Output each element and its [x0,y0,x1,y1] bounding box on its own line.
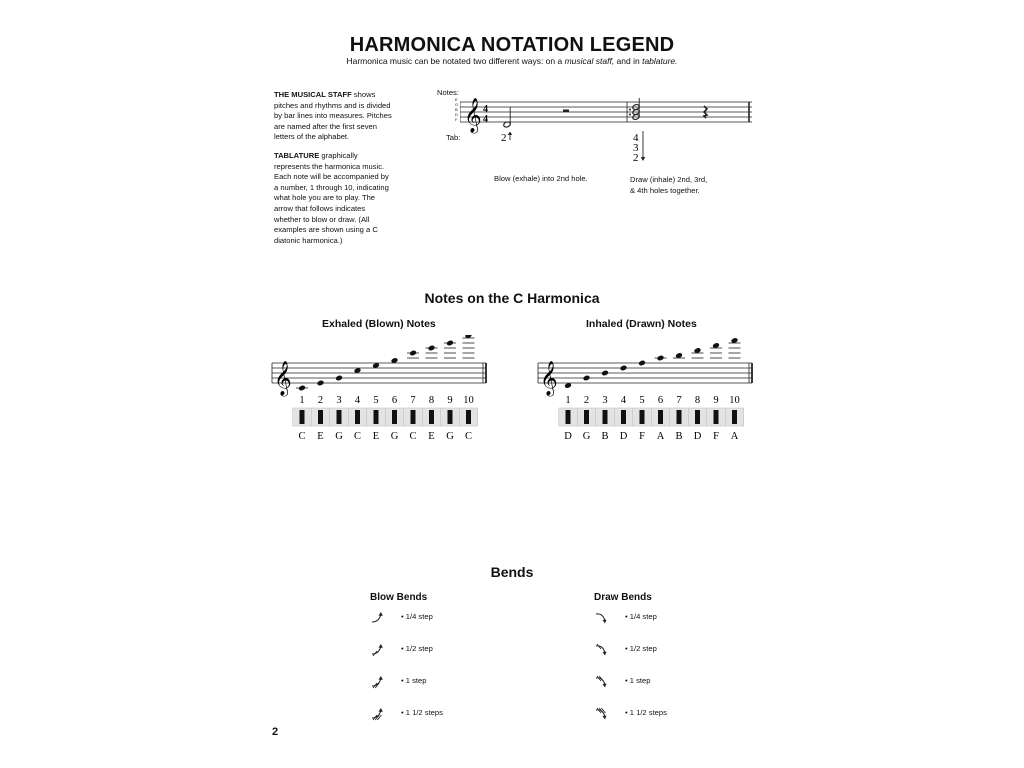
note-head [298,385,306,392]
tab-number-1: 2 [501,132,507,144]
note-name: C [409,431,417,442]
hole-number: 6 [657,395,664,406]
hole-slot [318,410,323,424]
hole-number: 9 [447,395,453,406]
hole-slot [621,410,626,424]
page-subtitle [0,56,1024,66]
hole-slot [603,410,608,424]
hole-number: 6 [391,395,398,406]
note-head [657,355,665,362]
draw-bend-item: • 1/2 step [625,644,657,653]
note-name: A [656,431,665,442]
note-head [583,375,591,382]
time-sig-bottom: 4 [483,114,488,125]
hole-slot [300,410,305,424]
down-arrow-icon [641,131,645,161]
inhaled-heading: Inhaled (Drawn) Notes [586,318,697,330]
up-arrow-icon [508,132,512,141]
note-name: B [601,431,609,442]
hole-number: 9 [713,395,719,406]
tab-chord-top: 4 [633,132,639,144]
hole-slot [448,410,453,424]
note-name: E [372,431,380,442]
hole-slot [695,410,700,424]
blow-bends-heading: Blow Bends [370,592,428,603]
hole-number: 7 [410,395,416,406]
hole-number: 4 [620,395,627,406]
hole-slot [732,410,737,424]
note-name: G [335,431,343,442]
notes-label: Notes: [437,88,459,97]
tab-chord-bot: 2 [633,152,639,164]
blow-bend-icon [370,674,386,690]
hole-slot [640,410,645,424]
staff-paragraph [274,90,392,143]
hole-slot [677,410,682,424]
note-name: D [564,431,572,442]
hole-slot [337,410,342,424]
hole-slot [355,410,360,424]
note-name: A [730,431,739,442]
inhaled-staff [536,335,758,450]
hole-slot [566,410,571,424]
hole-slot [392,410,397,424]
staff-line-letters: E G B D F [455,97,459,122]
subtitle-text: Harmonica music can be notated two different ways: on a [346,56,565,66]
blow-bend-item: • 1/2 step [401,644,433,653]
caption-blow: Blow (exhale) into 2nd hole. [494,174,588,183]
note-name: E [317,431,324,442]
treble-clef-icon: 𝄞 [540,362,558,395]
tab-description: graphically represents the harmonica music. Each note will be accompanied by a number, 1 through 10, indicating what hole you are to play. The arrow that follows indicates whether to blow or draw. (All examples are shown using a C diatonic harmonica.) [274,150,389,245]
note-name: C [464,431,473,442]
note-name: G [390,431,399,442]
hole-number: 5 [639,395,645,406]
hole-number: 3 [602,395,608,406]
note-head [601,370,609,377]
blow-bend-icon [370,642,386,658]
hole-slot [466,410,471,424]
note-name: F [713,431,719,442]
hole-number: 10 [729,395,740,406]
hole-number: 3 [336,395,342,406]
note-head [446,340,454,347]
draw-bend-icon [594,642,610,658]
exhaled-staff [270,335,492,450]
hole-slot [429,410,434,424]
note-name: D [693,431,702,442]
blow-bend-icon [370,610,386,626]
blow-bend-item: • 1/4 step [401,612,433,621]
half-rest [563,110,569,113]
draw-bend-icon [594,610,610,626]
tab-paragraph [274,151,392,246]
caption-draw-line2: & 4th holes together. [630,186,700,195]
blow-bend-item: • 1 step [401,676,427,685]
subtitle-text-mid: and in [614,56,643,66]
hole-number: 2 [583,395,590,406]
hole-number: 8 [694,395,701,406]
note-name: F [639,431,645,442]
example-staff [460,95,760,170]
hole-number: 7 [676,395,682,406]
note-head [335,375,343,382]
tab-chord-mid: 3 [633,142,639,154]
note-name: G [446,431,454,442]
tab-term: TABLATURE [274,150,320,160]
note-name: E [428,431,435,442]
note-name: D [619,431,628,442]
draw-bend-icon [594,706,610,722]
time-sig-top: 4 [483,104,488,115]
draw-bends-heading: Draw Bends [594,592,652,603]
hole-number: 10 [463,395,474,406]
staff-term: THE MUSICAL STAFF [274,90,352,99]
note-name: B [675,431,683,442]
note-head [317,380,325,387]
note-head [409,350,417,357]
hole-number: 5 [373,395,379,406]
note-head [638,360,646,367]
note-head [620,365,628,372]
hole-slot [374,410,379,424]
note-name: C [298,431,306,442]
hole-slot [411,410,416,424]
hole-number: 1 [565,395,571,406]
blow-bend-icon [370,706,386,722]
subtitle-em-staff: musical staff, [564,56,615,66]
draw-bend-item: • 1 1/2 steps [625,708,667,717]
draw-bend-item: • 1 step [625,676,651,685]
subtitle-em-tab: tablature. [642,56,678,66]
staff-description: shows pitches and rhythms and is divided by bar lines into measures. Pitches are named after the first seven letters of the alphabet. [274,90,392,142]
hole-number: 2 [317,395,324,406]
hole-number: 8 [428,395,435,406]
caption-draw [630,174,707,196]
note-head [428,345,436,352]
caption-draw-line1: Draw (inhale) 2nd, 3rd, [630,175,708,184]
draw-bend-item: • 1/4 step [625,612,657,621]
hole-slot [584,410,589,424]
treble-clef-icon: 𝄞 [464,99,482,132]
hole-number: 1 [299,395,305,406]
exhaled-heading: Exhaled (Blown) Notes [322,318,436,330]
hole-slot [658,410,663,424]
treble-clef-icon: 𝄞 [274,362,292,395]
page-number: 2 [272,726,279,738]
note-name: C [353,431,362,442]
draw-bend-icon [594,674,610,690]
intro-text [274,90,392,254]
hole-number: 4 [354,395,361,406]
tab-label: Tab: [446,133,461,142]
blow-bend-item: • 1 1/2 steps [401,708,443,717]
note-name: G [582,431,591,442]
page-title: HARMONICA NOTATION LEGEND [349,34,675,56]
bends-heading: Bends [490,564,534,580]
notes-section-heading: Notes on the C Harmonica [424,290,600,306]
hole-slot [714,410,719,424]
